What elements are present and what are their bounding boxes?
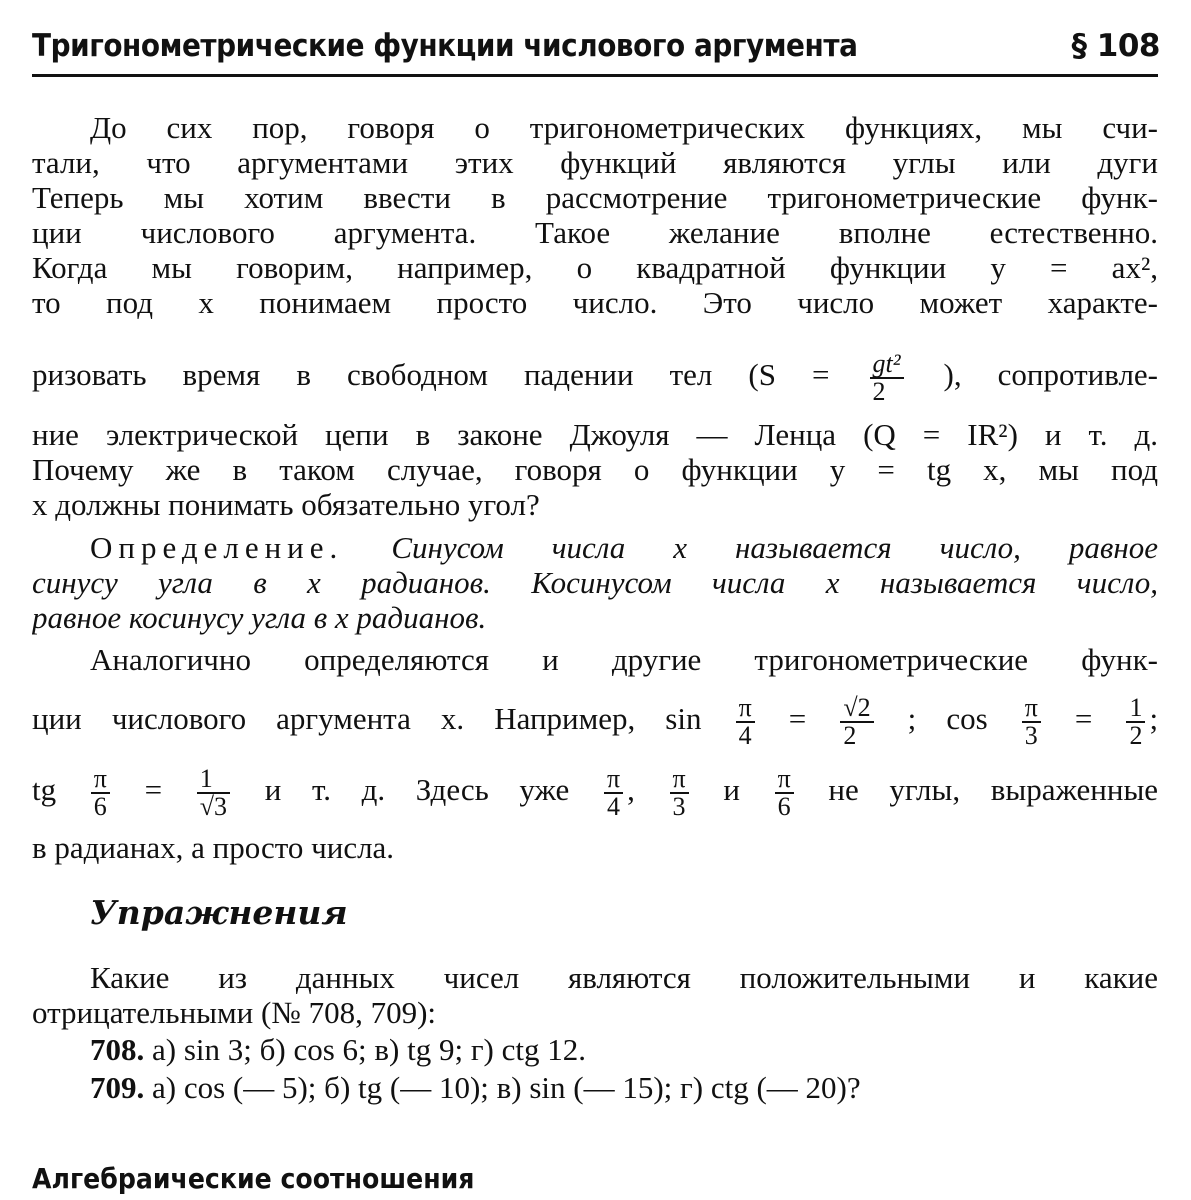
running-title: Тригонометрические функции числового аргумента <box>32 28 858 64</box>
intro-paragraph-end <box>32 417 1158 522</box>
text-line: отрицательными (№ 708, 709): <box>32 995 437 1030</box>
exercise-line: 708. а) sin 3; б) cos 6; в) tg 9; г) ctg 12. <box>90 1032 586 1067</box>
next-section-heading: Алгебраические соотношения <box>32 1162 475 1195</box>
text-line: ции числового аргумента. Такое желание вполне естественно. <box>32 215 1158 250</box>
fraction-pi-6b: $\frac{\pi}{6}$ <box>775 766 794 820</box>
analog-paragraph-end <box>32 830 1158 865</box>
fraction-sqrt2-2: $\frac{√2}{2}$ <box>840 695 873 749</box>
section-number: § 108 <box>1071 28 1160 64</box>
text-line: ние электрической цепи в законе Джоуля — Ленца (Q = IR²) и т. д. <box>32 417 1158 452</box>
fraction-1-2: $\frac{1}{2}$ <box>1126 695 1145 749</box>
exercise-line: 709. а) cos (— 5); б) tg (— 10); в) sin (— 15); г) ctg (— 20)? <box>90 1070 861 1105</box>
fraction-pi-4: $\frac{\pi}{4}$ <box>736 695 755 749</box>
fraction-pi-4b: $\frac{\pi}{4}$ <box>604 766 623 820</box>
analog-formula-line-2 <box>32 755 1158 825</box>
text-line: До сих пор, говоря о тригонометрических функциях, мы счи- <box>90 110 1158 145</box>
text-line: Аналогично определяются и другие тригонометрические функ- <box>90 642 1158 677</box>
intro-formula-line <box>32 340 1158 410</box>
text-line: в радианах, а просто числа. <box>32 830 395 865</box>
exercise-708 <box>90 1032 1150 1067</box>
intro-paragraph <box>32 110 1158 320</box>
text-line: x должны понимать обязательно угол? <box>32 487 540 522</box>
exercises-intro <box>32 960 1158 1030</box>
exercise-709 <box>90 1070 1150 1105</box>
text-line: то под x понимаем просто число. Это число может характе- <box>32 285 1158 320</box>
analog-formula-line-1 <box>32 684 1158 754</box>
text-line: tg $\frac{\pi}{6}$ = $\frac{1}{√3}$ и т. д. Здесь уже $\frac{\pi}{4}$ , $\frac{\pi}{3}$ и $\frac{\pi}{6}$ не углы, выраженные <box>32 763 1158 821</box>
fraction-pi-3: $\frac{\pi}{3}$ <box>1022 695 1041 749</box>
fraction-gt2: $\frac{\text{gt²}}{2}$ <box>870 351 904 405</box>
definition-line: равное косинусу угла в x радианов. <box>32 600 487 635</box>
text-line: Почему же в таком случае, говоря о функции y = tg x, мы под <box>32 452 1158 487</box>
text-line: Когда мы говорим, например, о квадратной функции y = ax², <box>32 250 1158 285</box>
fraction-1-sqrt3: $\frac{1}{√3}$ <box>197 766 230 820</box>
analog-paragraph <box>32 642 1158 677</box>
definition-line: Определение. Синусом числа x называется число, равное <box>90 530 1158 565</box>
exercise-number: 708. <box>90 1032 145 1067</box>
exercise-number: 709. <box>90 1070 145 1105</box>
definition-label: Определение. <box>90 530 344 565</box>
definition-paragraph <box>32 530 1158 635</box>
exercises-heading: Упражнения <box>90 893 348 932</box>
text-line: тали, что аргументами этих функций являются углы или дуги <box>32 145 1158 180</box>
text-line: Теперь мы хотим ввести в рассмотрение тригонометрические функ- <box>32 180 1158 215</box>
page-header <box>32 24 1160 72</box>
fraction-pi-6: $\frac{\pi}{6}$ <box>91 766 110 820</box>
definition-line: синусу угла в x радианов. Косинусом числа x называется число, <box>32 565 1158 600</box>
text-line: Какие из данных чисел являются положительными и какие <box>90 960 1158 995</box>
text-line: ризовать время в свободном падении тел (S = $\frac{\text{gt²}}{2}$ ), сопротивле- <box>32 348 1158 406</box>
text-line: ции числового аргумента x. Например, sin $\frac{\pi}{4}$ = $\frac{√2}{2}$ ; cos $\frac{\pi}{3}$ = $\frac{1}{2}$ ; <box>32 692 1158 750</box>
header-rule <box>32 74 1158 77</box>
fraction-pi-3b: $\frac{\pi}{3}$ <box>670 766 689 820</box>
